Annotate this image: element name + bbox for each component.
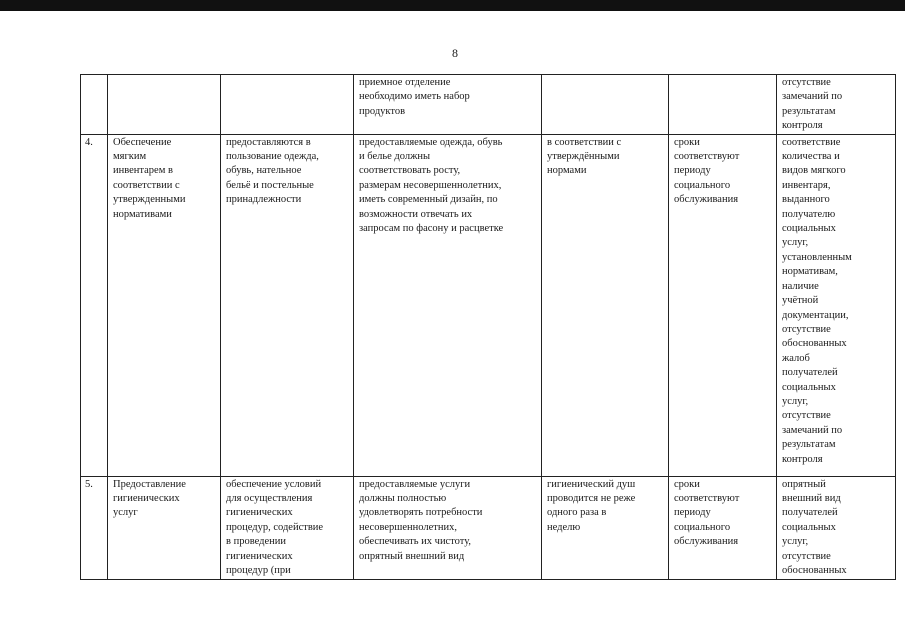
service-description-cell: [221, 134, 354, 476]
service-description: обеспечение условий для осуществления гигиенических процедур, содействие в проведении гигиенических процедур (при: [226, 478, 324, 577]
quality-indicators-cell: [777, 134, 896, 476]
quality-indicators-cell: [777, 476, 896, 579]
service-conditions: предоставляемые услуги должны полностью удовлетворять потребности несовершеннолетних, обеспечивать их чистоту, опрятный внешний вид: [359, 478, 483, 562]
service-conditions-cell: [354, 476, 542, 579]
service-period: сроки соответствуют периоду социального обслуживания: [674, 136, 740, 206]
service-conditions-cell: [354, 75, 542, 135]
service-period: сроки соответствуют периоду социального обслуживания: [674, 478, 740, 548]
scan-top-border: [0, 0, 905, 11]
service-conditions: предоставляемые одежда, обувь и белье должны соответствовать росту, размерам несовершеннолетних, иметь современный дизайн, по возможности отвечать их запросам по фасону и расцветке: [359, 136, 504, 235]
service-conditions-cell: [354, 134, 542, 476]
service-description-cell: [221, 476, 354, 579]
service-period-cell: [669, 75, 777, 135]
service-conditions: приемное отделение необходимо иметь набор продуктов: [359, 77, 470, 117]
service-name: Обеспечение мягким инвентарем в соответствии с утвержденными нормативами: [113, 136, 186, 220]
quality-indicators: соответствие количества и видов мягкого инвентаря, выданного получателю социальных услуг, установленным нормативам, наличие учётной документации, отсутствие обоснованных жалоб получателей социальных услуг, отсутствие замечаний по результатам контроля: [782, 136, 852, 465]
row-number-cell: [81, 476, 108, 579]
service-period-cell: [669, 134, 777, 476]
quality-indicators-cell: [777, 75, 896, 135]
row-number: 5.: [85, 478, 93, 490]
table-row: [81, 75, 896, 135]
service-name-cell: [108, 75, 221, 135]
row-number: 4.: [85, 136, 93, 148]
quality-indicators: опрятный внешний вид получателей социальных услуг, отсутствие обоснованных: [782, 478, 847, 577]
table-row: [81, 134, 896, 476]
services-table: [80, 74, 896, 580]
service-norms: гигиенический душ проводится не реже одного раза в неделю: [547, 478, 636, 533]
row-number-cell: [81, 134, 108, 476]
service-name: Предоставление гигиенических услуг: [113, 478, 186, 519]
service-norms-cell: [542, 75, 669, 135]
table-row: [81, 476, 896, 579]
page-number: 8: [452, 46, 458, 60]
service-name-cell: [108, 134, 221, 476]
service-norms: в соответствии с утверждёнными нормами: [547, 136, 622, 177]
service-norms-cell: [542, 134, 669, 476]
service-name-cell: [108, 476, 221, 579]
service-norms-cell: [542, 476, 669, 579]
quality-indicators: отсутствие замечаний по результатам контроля: [782, 77, 843, 132]
row-number-cell: [81, 75, 108, 135]
service-period-cell: [669, 476, 777, 579]
service-description-cell: [221, 75, 354, 135]
service-description: предоставляются в пользование одежда, обувь, нательное бельё и постельные принадлежности: [226, 136, 319, 206]
